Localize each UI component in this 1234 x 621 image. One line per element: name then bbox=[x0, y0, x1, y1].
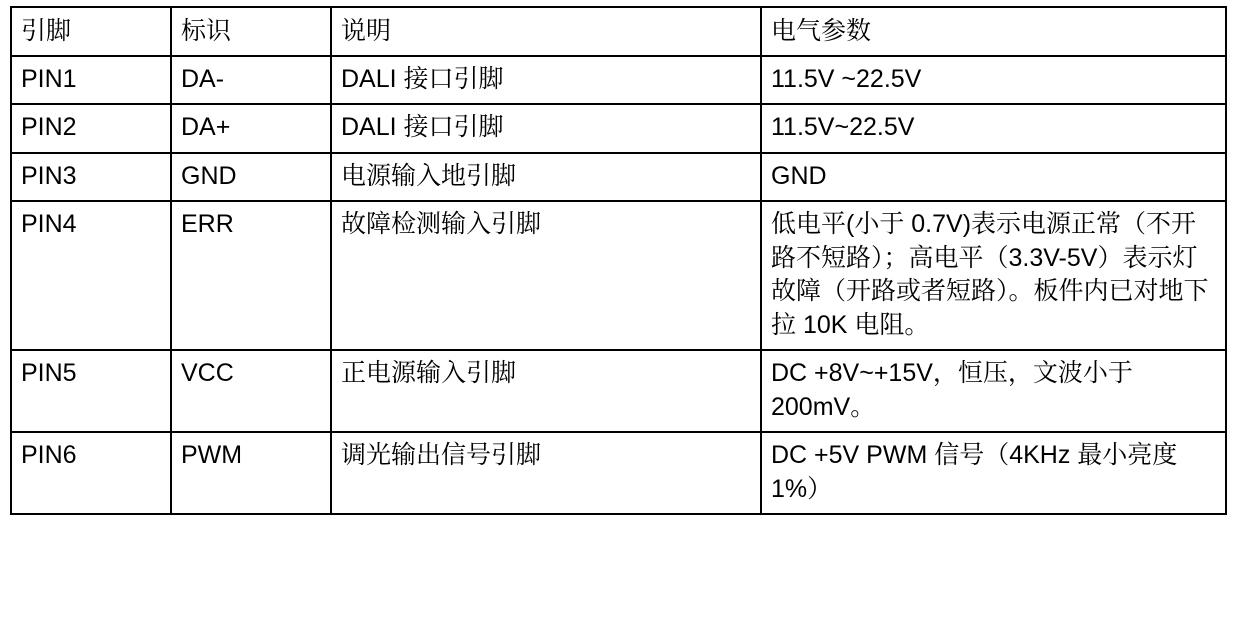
cell-parameter: GND bbox=[761, 153, 1226, 202]
cell-parameter: DC +8V~+15V，恒压，文波小于 200mV。 bbox=[761, 350, 1226, 432]
cell-pin: PIN3 bbox=[11, 153, 171, 202]
cell-pin: PIN5 bbox=[11, 350, 171, 432]
table-row bbox=[11, 350, 1226, 432]
cell-mark: PWM bbox=[171, 432, 331, 514]
column-header-electrical-parameter: 电气参数 bbox=[761, 7, 1226, 56]
cell-description: 调光输出信号引脚 bbox=[331, 432, 761, 514]
table-row bbox=[11, 153, 1226, 202]
table-row bbox=[11, 201, 1226, 350]
document-page bbox=[0, 6, 1234, 621]
cell-description: DALI 接口引脚 bbox=[331, 104, 761, 153]
cell-mark: DA- bbox=[171, 56, 331, 105]
column-header-description: 说明 bbox=[331, 7, 761, 56]
cell-pin: PIN1 bbox=[11, 56, 171, 105]
cell-mark: GND bbox=[171, 153, 331, 202]
table-row bbox=[11, 432, 1226, 514]
table-header-row bbox=[11, 7, 1226, 56]
cell-mark: DA+ bbox=[171, 104, 331, 153]
cell-parameter: 11.5V ~22.5V bbox=[761, 56, 1226, 105]
cell-parameter: 11.5V~22.5V bbox=[761, 104, 1226, 153]
pin-definition-table bbox=[10, 6, 1227, 515]
cell-mark: VCC bbox=[171, 350, 331, 432]
cell-mark: ERR bbox=[171, 201, 331, 350]
cell-pin: PIN4 bbox=[11, 201, 171, 350]
cell-pin: PIN2 bbox=[11, 104, 171, 153]
cell-parameter: DC +5V PWM 信号（4KHz 最小亮度 1%） bbox=[761, 432, 1226, 514]
cell-parameter: 低电平(小于 0.7V)表示电源正常（不开路不短路）；高电平（3.3V-5V）表示灯故障（开路或者短路）。板件内已对地下拉 10K 电阻。 bbox=[761, 201, 1226, 350]
cell-description: 故障检测输入引脚 bbox=[331, 201, 761, 350]
cell-description: 电源输入地引脚 bbox=[331, 153, 761, 202]
table-row bbox=[11, 104, 1226, 153]
column-header-pin: 引脚 bbox=[11, 7, 171, 56]
column-header-mark: 标识 bbox=[171, 7, 331, 56]
cell-description: DALI 接口引脚 bbox=[331, 56, 761, 105]
cell-pin: PIN6 bbox=[11, 432, 171, 514]
cell-description: 正电源输入引脚 bbox=[331, 350, 761, 432]
table-row bbox=[11, 56, 1226, 105]
